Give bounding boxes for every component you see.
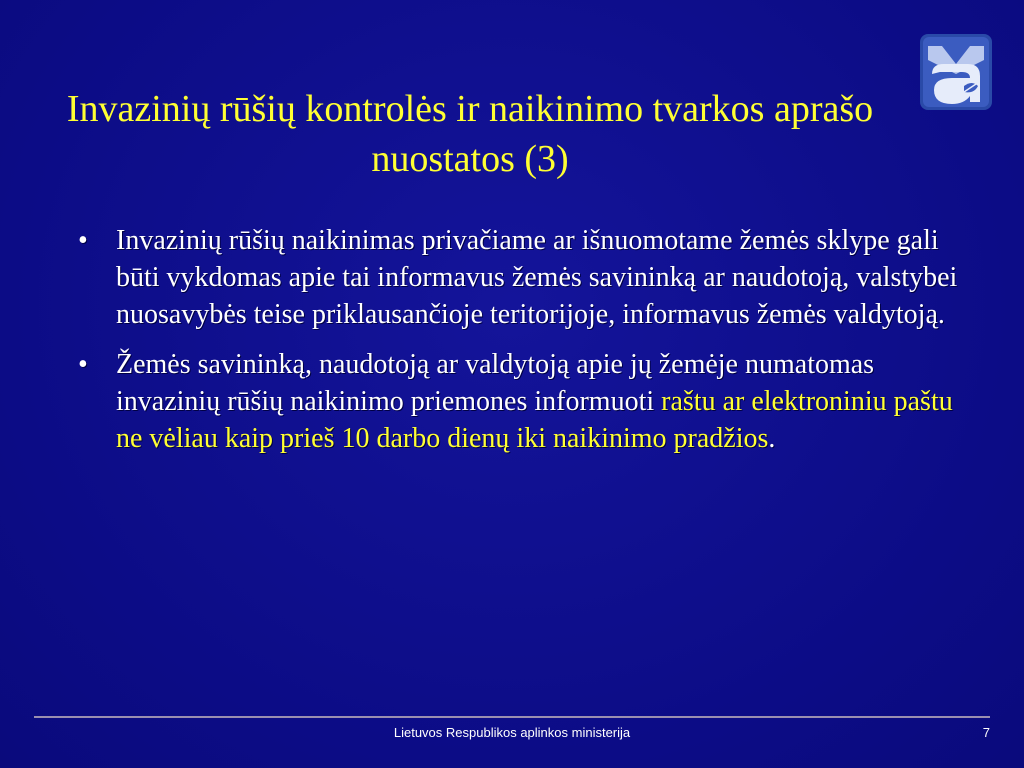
slide-title: Invazinių rūšių kontrolės ir naikinimo tvarkos aprašo nuostatos (3) xyxy=(66,88,874,180)
bullet-item xyxy=(78,222,978,333)
bullet-highlight-text: raštu ar elektroniniu paštu ne vėliau kaip prieš 10 darbo dienų iki naikinimo pradžios xyxy=(116,386,953,454)
page-number: 7 xyxy=(982,725,990,740)
bullet-text: Žemės savininką, naudotoją ar valdytoją apie jų žemėje numatomas invazinių rūšių naikinimo priemones informuoti xyxy=(116,349,875,417)
bullet-icon: • xyxy=(78,225,88,256)
ministry-logo-icon xyxy=(920,34,992,110)
bullet-list xyxy=(78,222,978,470)
footer-organization: Lietuvos Respublikos aplinkos ministerija xyxy=(393,725,631,740)
bullet-icon: • xyxy=(78,349,88,380)
bullet-item xyxy=(78,346,978,457)
bullet-text: Invazinių rūšių naikinimas privačiame ar išnuomotame žemės sklype gali būti vykdomas apie tai informavus žemės savininką ar naudotoją, valstybei nuosavybės teise priklausančioje teritorijoje, informavus žemės valdytoją. xyxy=(116,225,958,330)
footer-divider xyxy=(34,716,990,718)
bullet-end-text: . xyxy=(768,423,776,454)
